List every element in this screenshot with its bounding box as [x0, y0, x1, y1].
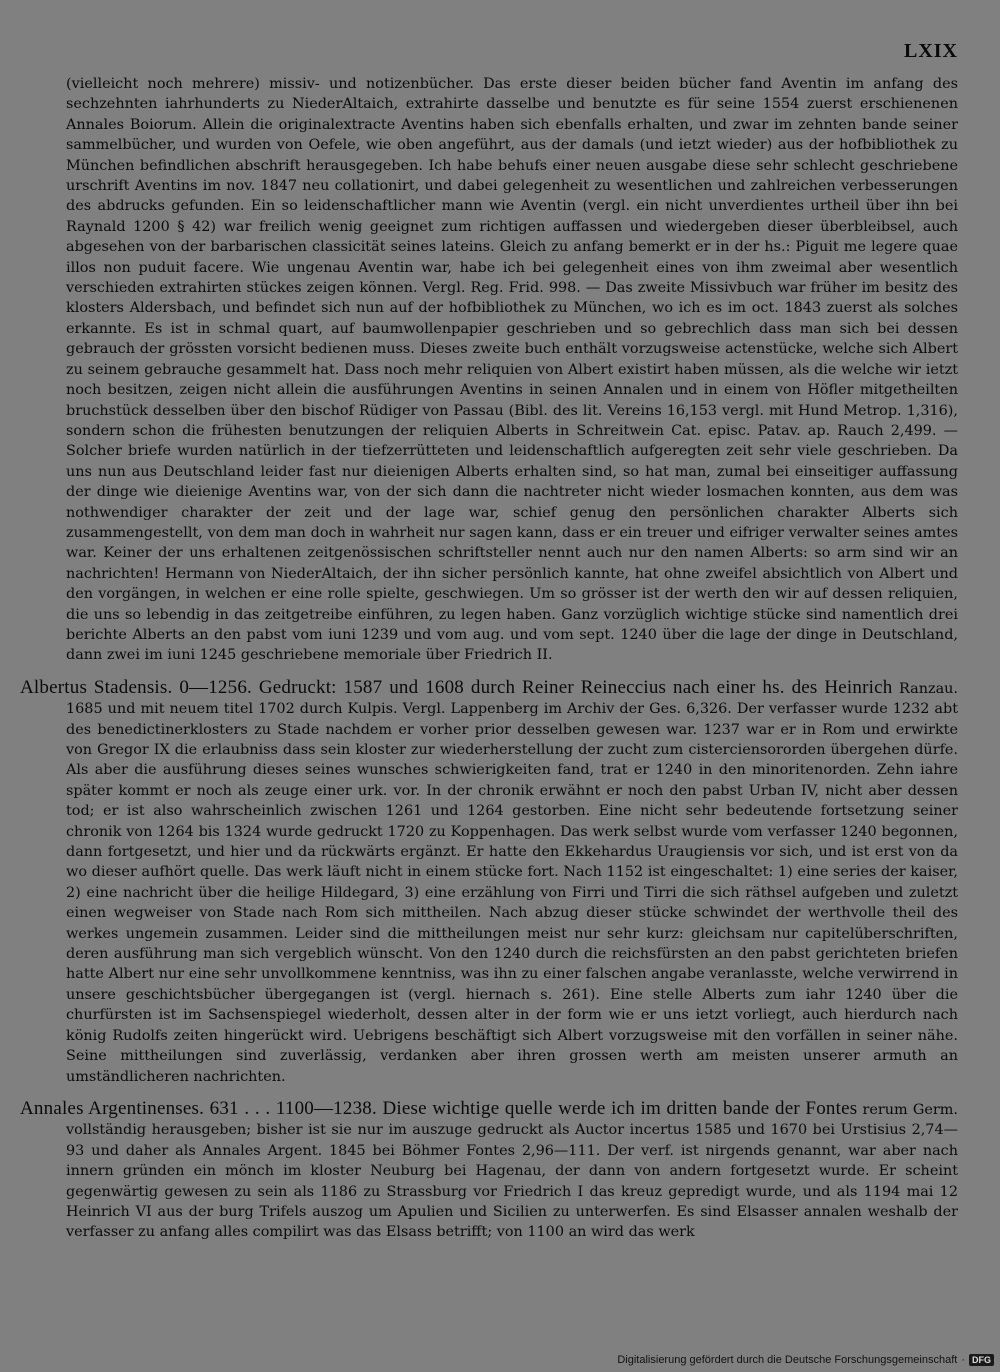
footer-separator: ·: [961, 1354, 965, 1366]
entry-paragraph: [20, 678, 958, 1087]
entry-albertus-stadensis: [20, 678, 958, 1087]
page-body: [20, 74, 958, 1243]
dfg-logo-icon[interactable]: DFG: [969, 1354, 994, 1366]
intro-paragraph: (vielleicht noch mehrere) missiv- und notizenbücher. Das erste dieser beiden bücher fand Aventin im anfang des sechzehnten iahrhunderts zu NiederAltaich, extrahirte dasselbe und benutzte es für seine 1554 zuerst erschienenen Annales Boiorum. Allein die originalextracte Aventins haben sich ebenfalls erhalten, und zwar im zehnten bande seiner sammelbücher, und wurden von Oefele, wie oben angeführt, aus der damals (und ietzt wieder) aus der hofbibliothek zu München befindlichen abschrift herausgegeben. Ich habe behufs einer neuen ausgabe diese sehr schlecht geschriebene urschrift Aventins im nov. 1847 neu collationirt, und dabei gelegenheit zu wesentlichen und zahlreichen verbesserungen des abdrucks gefunden. Ein so leidenschaftlicher mann wie Aventin (vergl. ein nicht unverdientes urtheil über ihn bei Raynald 1200 § 42) war freilich wenig geeignet zum richtigen auffassen und wiedergeben dieser überbleibsel, auch abgesehen von der barbarischen classicität seines lateins. Gleich zu anfang bemerkt er in der hs.: Piguit me legere quae illos non puduit facere. Wie ungenau Aventin war, habe ich bei gelegenheit eines von ihm zweimal aber wesentlich verschieden extrahirten stückes zeigen können. Vergl. Reg. Frid. 998. — Das zweite Missivbuch war früher im besitz des klosters Aldersbach, und befindet sich nun auf der hofbibliothek zu München, wo ich es im oct. 1843 zuerst als solches erkannte. Es ist in schmal quart, auf baumwollenpapier geschrieben und so gebrechlich dass man sich bei dessen gebrauch der grössten vorsicht bedienen muss. Dieses zweite buch enthält vorzugsweise actenstücke, welche sich Albert zu seinem gebrauche gesammelt hat. Dass noch mehr reliquien von Albert existirt haben müssen, als die welche wir ietzt noch besitzen, zeigen nicht allein die ausführungen Aventins in seinen Annalen und in einem von Höfler mitgetheilten bruchstück desselben über den bischof Rüdiger von Passau (Bibl. des lit. Vereins 16,153 vergl. mit Hund Metrop. 1,316), sondern schon die frühesten benutzungen der reliquien Alberts in Schreitwein Cat. episc. Patav. ap. Rauch 2,499. — Solcher briefe wurden natürlich in der tiefzerrütteten und leidenschaftlich aufgeregten zeit sehr viele geschrieben. Da uns nun aus Deutschland leider fast nur dieienigen Alberts erhalten sind, so hat man, zumal bei einseitiger auffassung der dinge wie dieienige Aventins war, von der sich dann die nachtreter nicht wieder losmachen konnten, aus dem was nothwendiger charakter der zeit und der lage war, schief genug den persönlichen charakter Alberts sich zusammengestellt, von dem man doch in wahrheit nur sagen kann, dass er ein treuer und eifriger verwalter seines amtes war. Keiner der uns erhaltenen zeitgenössischen schriftsteller nennt auch nur den namen Alberts: so arm sind wir an nachrichten! Hermann von NiederAltaich, der ihn sicher persönlich kannte, hat ohne zweifel absichtlich von Albert und den vorgängen, in welchen er eine rolle spielte, geschwiegen. Um so grösser ist der werth den wir auf dessen reliquien, die uns so lebendig in das zeitgetreibe einführen, zu legen haben. Ganz vorzüglich wichtige stücke sind namentlich drei berichte Alberts an den pabst vom iuni 1239 und vom aug. und vom sept. 1240 über die lage der dinge in Deutschland, dann zwei im iuni 1245 geschriebene memoriale über Friedrich II.: [66, 76, 958, 664]
entry-body: rerum Germ. vollständig herausgeben; bisher ist sie nur im auszuge gedruckt als Auctor incertus 1585 und 1670 bei Urstisius 2,74—93 und daher als Annales Argent. 1845 bei Böhmer Fontes 2,96—111. Der verf. ist nirgends genannt, war aber nach innern gründen ein mönch im kloster Neuburg bei Hagenau, der dann von andern fortgesetzt wurde. Er scheint gegenwärtig gewesen zu sein als 1186 zu Strassburg vor Friedrich I das kreuz gepredigt wurde, und als 1194 mai 12 Heinrich VI aus der burg Trifels auszog um Apulien und Sicilien zu unterwerfen. Es sind Elsasser annalen weshalb der verfasser zu anfang alles compilirt was das Elsass betrifft; von 1100 an wird das werk: [66, 1101, 959, 1241]
entry-body: Ranzau. 1685 und mit neuem titel 1702 durch Kulpis. Vergl. Lappenberg im Archiv der Ges. 6,326. Der verfasser wurde 1232 abt des benedictinerklosters zu Stade nachdem er vorher prior desselben gewesen war. 1237 war er in Rom und erwirkte von Gregor IX die erlaubniss dass sein kloster zur wiederherstellung der zucht zum cisterciensororden übergehen dürfe. Als aber die ausführung dieses seines wunsches schwierigkeiten fand, trat er 1240 in den minoritenorden. Zehn iahre später kommt er noch als zeuge einer urk. vor. In der chronik erwähnt er noch den pabst Urban IV, nicht aber dessen tod; er ist also wahrscheinlich zwischen 1261 und 1264 gestorben. Eine nicht sehr bedeutende fortsetzung seiner chronik von 1264 bis 1324 wurde gedruckt 1720 zu Koppenhagen. Das werk selbst wurde vom verfasser 1240 begonnen, dann fortgesetzt, und hier und da rückwärts ergänzt. Er hatte den Ekkehardus Uraugiensis vor sich, und ist erst von da wo dieser aufhört quelle. Das werk läuft nicht in einem stücke fort. Nach 1152 ist eingeschaltet: 1) eine series der kaiser, 2) eine nachricht über die heilige Hildegard, 3) eine erzählung von Firri und Tirri die sich räthsel aufgeben und zuletzt einen wegweiser von Stade nach Rom sich mittheilen. Nach abzug dieser stücke schwindet der werthvolle theil des werkes ungemein zusammen. Leider sind die mittheilungen meist nur sehr kurz: gleichsam nur capitelüberschriften, deren ausführung man sich vergeblich wünscht. Von den 1240 durch die reichsfürsten an den pabst gerichteten briefen hatte Albert nur eine sehr unvollkommene kenntniss, was ihn zu einer falschen angabe veranlasste, welche verwirrend in unsere geschichtsbücher übergegangen ist (vergl. hiernach s. 261). Eine stelle Alberts zum iahr 1240 über die churfürsten ist im Sachsenspiegel wiederholt, dessen alter in der form wie er uns ietzt vorliegt, auch hierdurch nach könig Rudolfs zeiten hingerückt wird. Uebrigens beschäftigt sich Albert vorzugsweise mit den vorfällen in seiner nähe. Seine mittheilungen sind zuverlässig, verdanken aber ihren grossen werth am meisten unserer armuth an umständlicheren nachrichten.: [66, 680, 958, 1085]
entry-annales-argentinenses: [20, 1099, 958, 1243]
entry-heading: Albertus Stadensis. 0—1256. Gedruckt: 1587 und 1608 durch Reiner Reineccius nach einer hs. des Heinrich: [20, 676, 893, 698]
page-number: LXIX: [903, 40, 958, 62]
entry-paragraph: [20, 1099, 958, 1243]
footer: [617, 1354, 994, 1366]
footer-credit: Digitalisierung gefördert durch die Deutsche Forschungsgemeinschaft: [617, 1354, 958, 1366]
entry-heading: Annales Argentinenses. 631 . . . 1100—1238. Diese wichtige quelle werde ich im dritten bande der Fontes: [20, 1097, 858, 1119]
